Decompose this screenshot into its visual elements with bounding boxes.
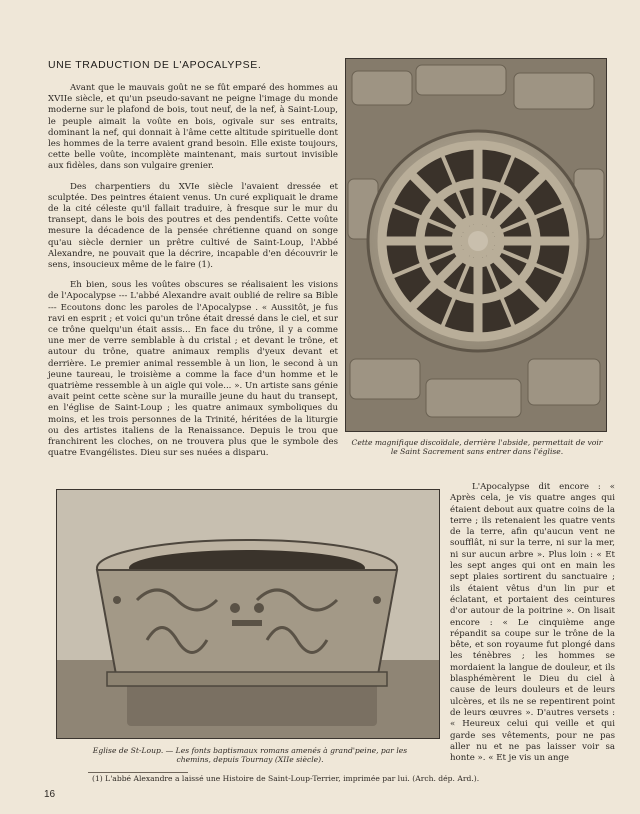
baptismal-font-illustration — [57, 490, 439, 738]
paragraph-2: Des charpentiers du XVIe siècle l'avaient dressée et sculptée. Des peintres étaient venus. Un curé expliquait le drame de la cité céleste qu'il fallait traduire, à fresque sur le mur du transept, dans le bois des poutres et des pendentifs. Cette voûte mesure la décadence de la pensée chrétienne quand on songe qu'au siècle dernier un prêtre cultivé de Saint-Loup, l'Abbé Alexandre, ne pouvait que la décrire, incapable d'en découvrir le sens, insoucieux même de le faire (1). — [48, 181, 338, 271]
article-title: UNE TRADUCTION DE L'APOCALYPSE. — [48, 59, 262, 71]
right-column — [450, 482, 615, 764]
paragraph-3: Eh bien, sous les voûtes obscures se réalisaient les visions de l'Apocalypse --- L'abbé Alexandre avait oublié de relire sa Bible --- Ecoutons donc les paroles de l'Apocalypse . « Aussitôt, je fus ravi en esprit ; et voici qu'un trône était dressé dans le ciel, et sur ce trône quelqu'un était assis... En face du trône, il y a comme une mer de verre semblable à du cristal ; et devant le trône, et autour du trône, quatre animaux remplis d'yeux devant et derrière. Le premier animal ressemble à un lion, le second à un jeune taureau, le troisième a comme la face d'un homme et le quatrième ressemble à un aigle qui vole... ». Un artiste sans génie avait peint cette scène sur la muraille jeune du haut du transept, en l'église de Saint-Loup ; les quatre animaux symboliques du moins, et les trois personnes de la Trinité, héritées de la liturgie ou des artistes italiens de la Renaissance. Depuis le trou que franchirent les cloches, on ne trouvera plus que le symbole des quatre Evangélistes. Dieu sur ses nuées a disparu. — [48, 280, 338, 459]
right-column-text: L'Apocalypse dit encore : « Après cela, je vis quatre anges qui étaient debout aux quatre coins de la terre ; ils retenaient les quatre vents de la terre, afin qu'aucun vent ne soufflât, ni sur la terre, ni sur la mer, ni sur aucun arbre ». Plus loin : « Et les sept anges qui ont en main les sept plaies sortirent du sanctuaire ; ils étaient vêtus d'un lin pur et éclatant, et portaient des ceintures d'or autour de la poitrine ». On lisait encore : « Le cinquième ange répandit sa coupe sur le trône de la bête, et son royaume fut plongé dans les ténèbres ; les hommes se mordaient la langue de douleur, et ils blasphémèrent le Dieu du ciel à cause de leurs douleurs et de leurs ulcères, et ils ne se repentirent point de leurs œuvres ». D'autres versets : « Heureux celui qui veille et qui garde ses vêtements, pour ne pas aller nu et ne pas laisser voir sa honte ». « Et je vis un ange — [450, 482, 615, 764]
baptismal-font-caption: Eglise de St-Loup. — Les fonts baptismaux romans amenés à grand'peine, par les chemins, depuis Tournay (XIIe siècle). — [92, 746, 408, 765]
footnote: (1) L'abbé Alexandre a laissé une Histoire de Saint-Loup-Terrier, imprimée par lui. (Arch. dép. Ard.). — [92, 774, 480, 783]
paragraph-1: Avant que le mauvais goût ne se fût emparé des hommes au XVIIe siècle, et qu'un pseudo-savant ne peigne l'image du monde moderne sur le plafond de bois, tout neuf, de la nef, à Saint-Loup, le peuple aimait la voûte en bois, ogivale sur ses entraits, dominant la nef, qui donnait à l'âme cette altitude spirituelle dont les hommes de la terre avaient grand besoin. Elle existe toujours, cette belle voûte, incomplète maintenant, mais surtout invisible aux fidèles, dans son vulgaire grenier. — [48, 83, 338, 172]
discoidal-window-illustration — [346, 59, 606, 431]
baptismal-font-photo — [56, 489, 440, 739]
discoidal-window-photo — [345, 58, 607, 432]
left-column — [48, 83, 338, 469]
page-number: 16 — [44, 789, 56, 800]
discoidal-caption: Cette magnifique discoïdale, derrière l'abside, permettait de voir le Saint Sacrement sans entrer dans l'église. — [351, 438, 603, 457]
footnote-rule — [88, 772, 188, 773]
